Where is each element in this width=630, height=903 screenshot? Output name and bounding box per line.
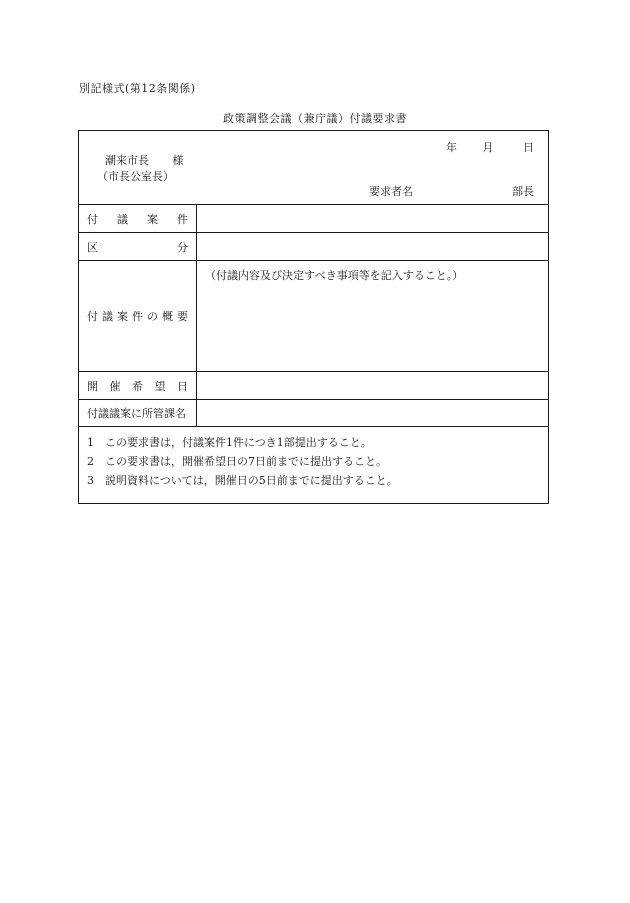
label-char: 付 [87,310,98,323]
addressee-name: 潮来市長 [105,154,149,167]
label-char: 概 [162,310,173,323]
label-char: 日 [177,379,188,393]
label-char: 開 [87,379,98,393]
label-char: 区 [87,240,98,254]
row-responsible-section [79,400,548,427]
note-text: この要求書は，開催希望日の7日前までに提出すること。 [105,455,387,468]
note-text: この要求書は，付議案件1件につき1部提出すること。 [105,436,372,449]
label-summary [79,261,197,371]
agenda-item-field[interactable] [197,205,548,232]
document-title: 政策調整会議（兼庁議）付議要求書 [223,112,407,125]
addressee-sub: （市長公室長） [97,170,174,183]
date-line [446,139,534,155]
label-char: 望 [154,379,166,393]
label-char: 催 [109,379,121,393]
desired-date-field[interactable] [197,372,548,399]
label-char: 案 [147,212,158,226]
row-category [79,233,548,261]
dept-suffix: 部長 [512,185,534,198]
label-char: 議 [117,212,128,226]
label-char: 件 [132,310,143,323]
form-header [79,131,548,205]
note-item [87,452,540,471]
note-number: 3 [87,474,94,487]
request-form-table [78,130,549,504]
label-category [79,233,197,260]
addressee-block [97,153,184,185]
label-char: 件 [177,212,188,226]
notes-section [79,427,548,496]
summary-field[interactable]: （付議内容及び決定すべき事項等を記入すること。） [205,269,464,282]
label-char: 希 [132,379,143,393]
label-char: 案 [117,310,128,323]
label-char: 議 [102,310,113,323]
date-day: 日 [523,141,534,154]
label-char: 要 [177,310,188,323]
label-char: 付 [87,212,98,226]
label-responsible-section: 付議議案に所管課名 [79,400,197,426]
note-text: 説明資料については，開催日の5日前までに提出すること。 [105,474,398,487]
category-field[interactable] [197,233,548,260]
form-reference: 別記様式(第12条関係) [79,82,196,95]
label-agenda-item [79,205,197,232]
requester-label: 要求者名 [369,185,413,198]
label-char: の [147,310,158,323]
row-agenda-item [79,205,548,233]
row-summary [79,261,548,372]
note-number: 2 [87,455,94,468]
note-number: 1 [87,436,94,449]
row-desired-date [79,372,548,400]
label-char: 分 [177,240,188,254]
note-item [87,433,540,452]
label-desired-date [79,372,197,399]
addressee-honorific: 様 [172,154,184,167]
date-month: 月 [482,141,494,154]
note-item [87,471,540,490]
responsible-section-field[interactable] [197,400,548,426]
date-year: 年 [446,141,457,154]
